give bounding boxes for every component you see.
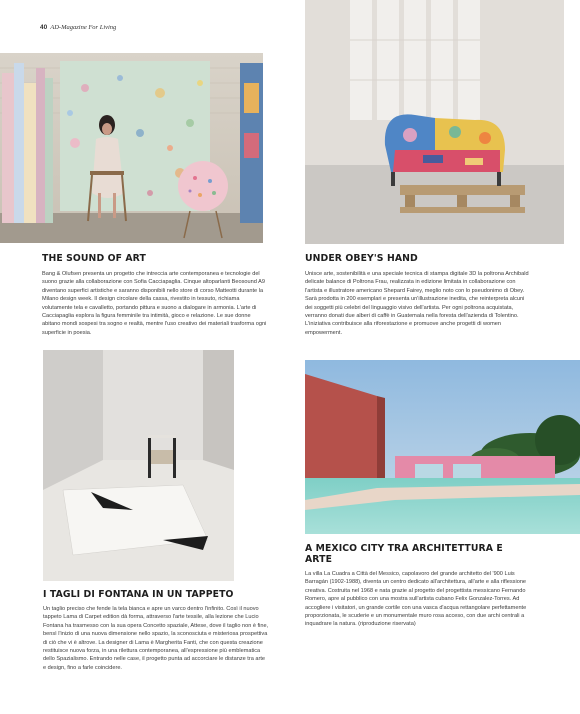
article-body: La villa La Cuadra a Città del Messico, capolavoro del grande architetto del '900 Luis Barragán (1902-1988), diventa un centro dedicato all'architettura, all'arte e alla riflessione creativa. Costruita nel 1968 e nata grazie al progetto del progettista messicano Fernando Romero, apre al pubblico con una mostra sull'artista cubano Felix Gonzalez-Torres. Ad accogliere i visitatori, un grande cortile con una vasca d'acqua rettangolare perfettamente proporzionata, le scuderie e un monumentale muro rosa acceso, con due archi centrali a inquadrare la natura. (riproduzione riservata)	[305, 571, 527, 628]
article-title: UNDER OBEY'S HAND	[305, 253, 418, 264]
article-tagli-di-fontana	[43, 589, 269, 672]
article-title: A MEXICO CITY TRA ARCHITETTURA E ARTE	[305, 543, 503, 565]
article-title: I TAGLI DI FONTANA IN UN TAPPETO	[43, 589, 234, 600]
article-under-obeys-hand	[305, 253, 533, 337]
artist-studio-photo	[0, 53, 263, 243]
rug-photo	[43, 350, 234, 581]
armchair-photo	[305, 0, 564, 244]
villa-mexico-photo	[305, 360, 580, 534]
magazine-name: AD-Magazine For Living	[50, 24, 117, 31]
article-body: Bang & Olufsen presenta un progetto che intreccia arte contemporanea e tecnologie del suono grazie alla collaborazione con Sofia Cacciapaglia. Cinque altoparlanti Beosound A9 diventano superfici artistiche e saranno disponibili nello store di corso Matteotti durante la Milano design week. Il design circolare della cassa, rivestito in tessuto, richiama volutamente tela e cavalletto, portando pittura e suono a dialogare in armonia. L'arte di Cacciapaglia esplora la figura femminile tra intimità, gioco e relazione. Le sue donne abitano mondi sospesi tra sogno e realtà, mentre l'uso creativo dei materiali trasforma ogni superficie in poesia.	[42, 271, 267, 336]
article-body: Un taglio preciso che fende la tela bianca e apre un varco dentro l'infinito. Così il nuovo tappeto Lama di Carpet edition dà forma, attraverso l'arte tessile, alla lezione che Lucio Fontana ha trasmesso con la sua opera Concetto spaziale, Attese, dove il taglio non è fine, bensì l'inizio di una nuova dimensione nello spazio, la sconosciuta e misteriosa prospettiva di ciò che vi è altrove. La designer di Lama è Margherita Fanti, che con questa creazione restituisce nuova forza, in una rilettura contemporanea, all'espressione più emblematica dello Spazialismo. Entrando nelle case, il progetto punta ad accorciare le distanze tra arte e design, fino a farle coincidere.	[43, 606, 269, 671]
article-body: Unisce arte, sostenibilità e una speciale tecnica di stampa digitale 3D la poltrona Archibald delicate balance di Poltrona Frau, realizzata in edizione limitata in collaborazione con l'artista e illustratore americano Shepard Fairey, meglio noto con lo pseudonimo di Obey. Sarà prodotta in 200 esemplari e presenta un'illustrazione inedita, che reinterpreta alcuni dei soggetti più celebri del linguaggio visivo dell'artista. Per ogni poltrona acquistata, verranno donati due alberi di caffè in Guatemala nella foresta dell'azienda di Tolentino. L'iniziativa contribuisce alla riforestazione e promuove anche progetti di women empowerment.	[305, 271, 529, 336]
article-mexico-city	[305, 543, 533, 629]
article-title: THE SOUND OF ART	[42, 253, 146, 264]
article-sound-of-art	[42, 253, 267, 337]
page-number: 40	[40, 24, 48, 31]
page-folio	[40, 24, 116, 31]
